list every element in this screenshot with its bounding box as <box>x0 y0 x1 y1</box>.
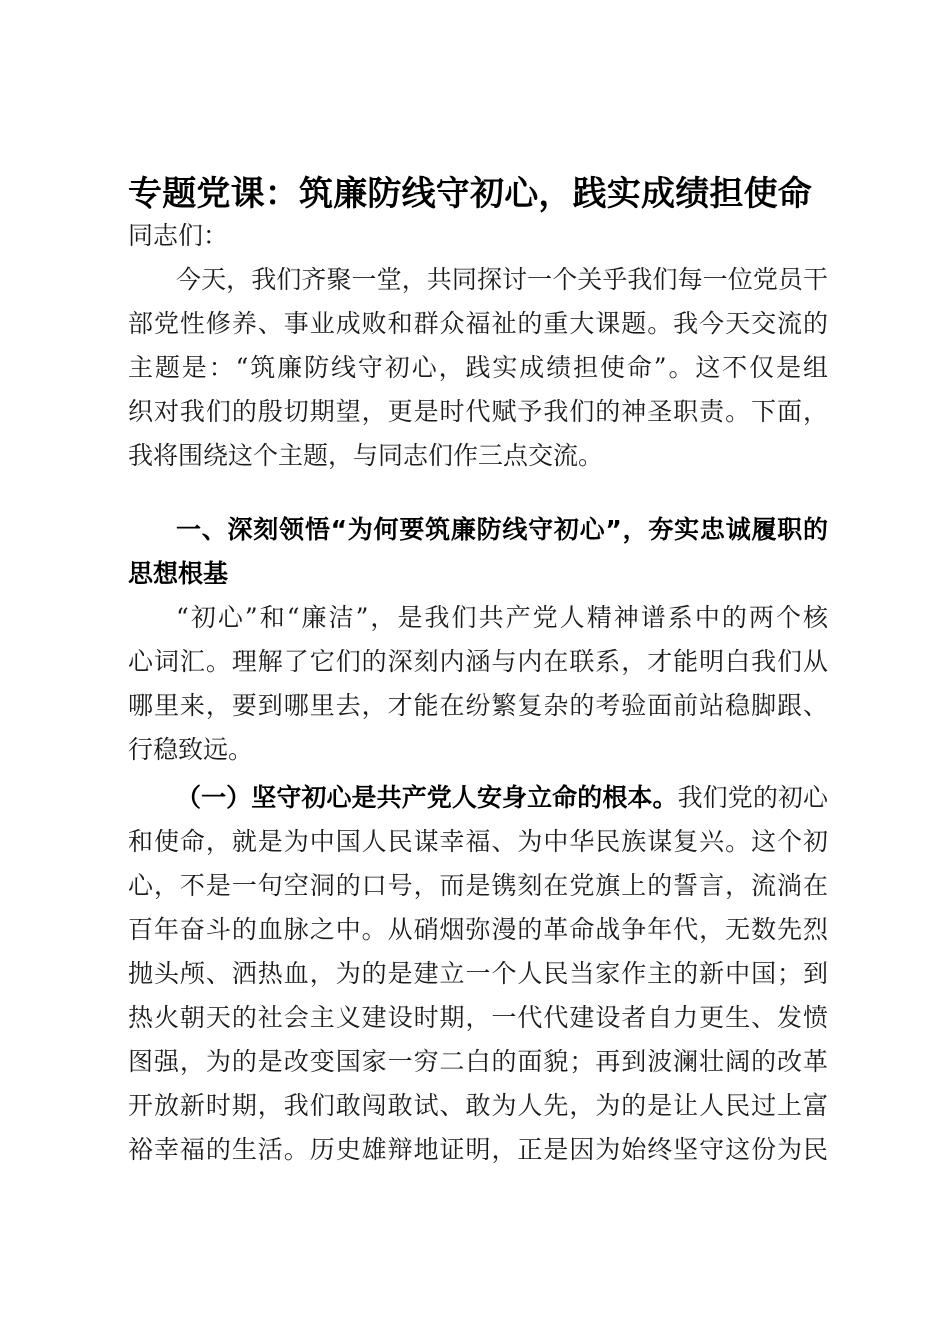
paragraph-line: 行稳致远。 <box>128 735 254 764</box>
document-title: 专题党课：筑廉防线守初心，践实成绩担使命 <box>128 174 812 214</box>
section-heading: 思想根基 <box>128 559 229 588</box>
subsection-lead: （一）坚守初心是共产党人安身立命的根本。 <box>176 783 678 812</box>
paragraph-line: 百年奋斗的血脉之中。从硝烟弥漫的革命战争年代，无数先烈 <box>128 915 828 944</box>
paragraph-line: “初心”和“廉洁”，是我们共产党人精神谱系中的两个核 <box>176 603 828 632</box>
salutation: 同志们： <box>128 221 229 250</box>
intro-line: 主题是：“筑廉防线守初心，践实成绩担使命”。这不仅是组 <box>128 353 828 382</box>
paragraph-line <box>128 776 828 820</box>
paragraph-line: 和使命，就是为中国人民谋幸福、为中华民族谋复兴。这个初 <box>128 827 828 856</box>
intro-line: 今天，我们齐聚一堂，共同探讨一个关乎我们每一位党员干 <box>176 265 828 294</box>
paragraph-line: 开放新时期，我们敢闯敢试、敢为人先，为的是让人民过上富 <box>128 1091 828 1120</box>
paragraph-line: 抛头颅、洒热血，为的是建立一个人民当家作主的新中国；到 <box>128 959 828 988</box>
section-heading: 一、深刻领悟“为何要筑廉防线守初心”，夯实忠诚履职的 <box>176 515 828 544</box>
paragraph-line: 裕幸福的生活。历史雄辩地证明，正是因为始终坚守这份为民 <box>128 1135 828 1164</box>
paragraph-text: 我们党的初心 <box>677 783 828 812</box>
paragraph-line: 热火朝天的社会主义建设时期，一代代建设者自力更生、发愤 <box>128 1003 828 1032</box>
paragraph-line: 心，不是一句空洞的口号，而是镌刻在党旗上的誓言，流淌在 <box>128 871 828 900</box>
paragraph-line: 心词汇。理解了它们的深刻内涵与内在联系，才能明白我们从 <box>128 647 828 676</box>
intro-line: 织对我们的殷切期望，更是时代赋予我们的神圣职责。下面， <box>128 397 828 426</box>
intro-line: 我将围绕这个主题，与同志们作三点交流。 <box>128 441 604 470</box>
paragraph-line: 图强，为的是改变国家一穷二白的面貌；再到波澜壮阔的改革 <box>128 1047 828 1076</box>
paragraph-line: 哪里来，要到哪里去，才能在纷繁复杂的考验面前站稳脚跟、 <box>128 691 828 720</box>
intro-line: 部党性修养、事业成败和群众福祉的重大课题。我今天交流的 <box>128 309 828 338</box>
